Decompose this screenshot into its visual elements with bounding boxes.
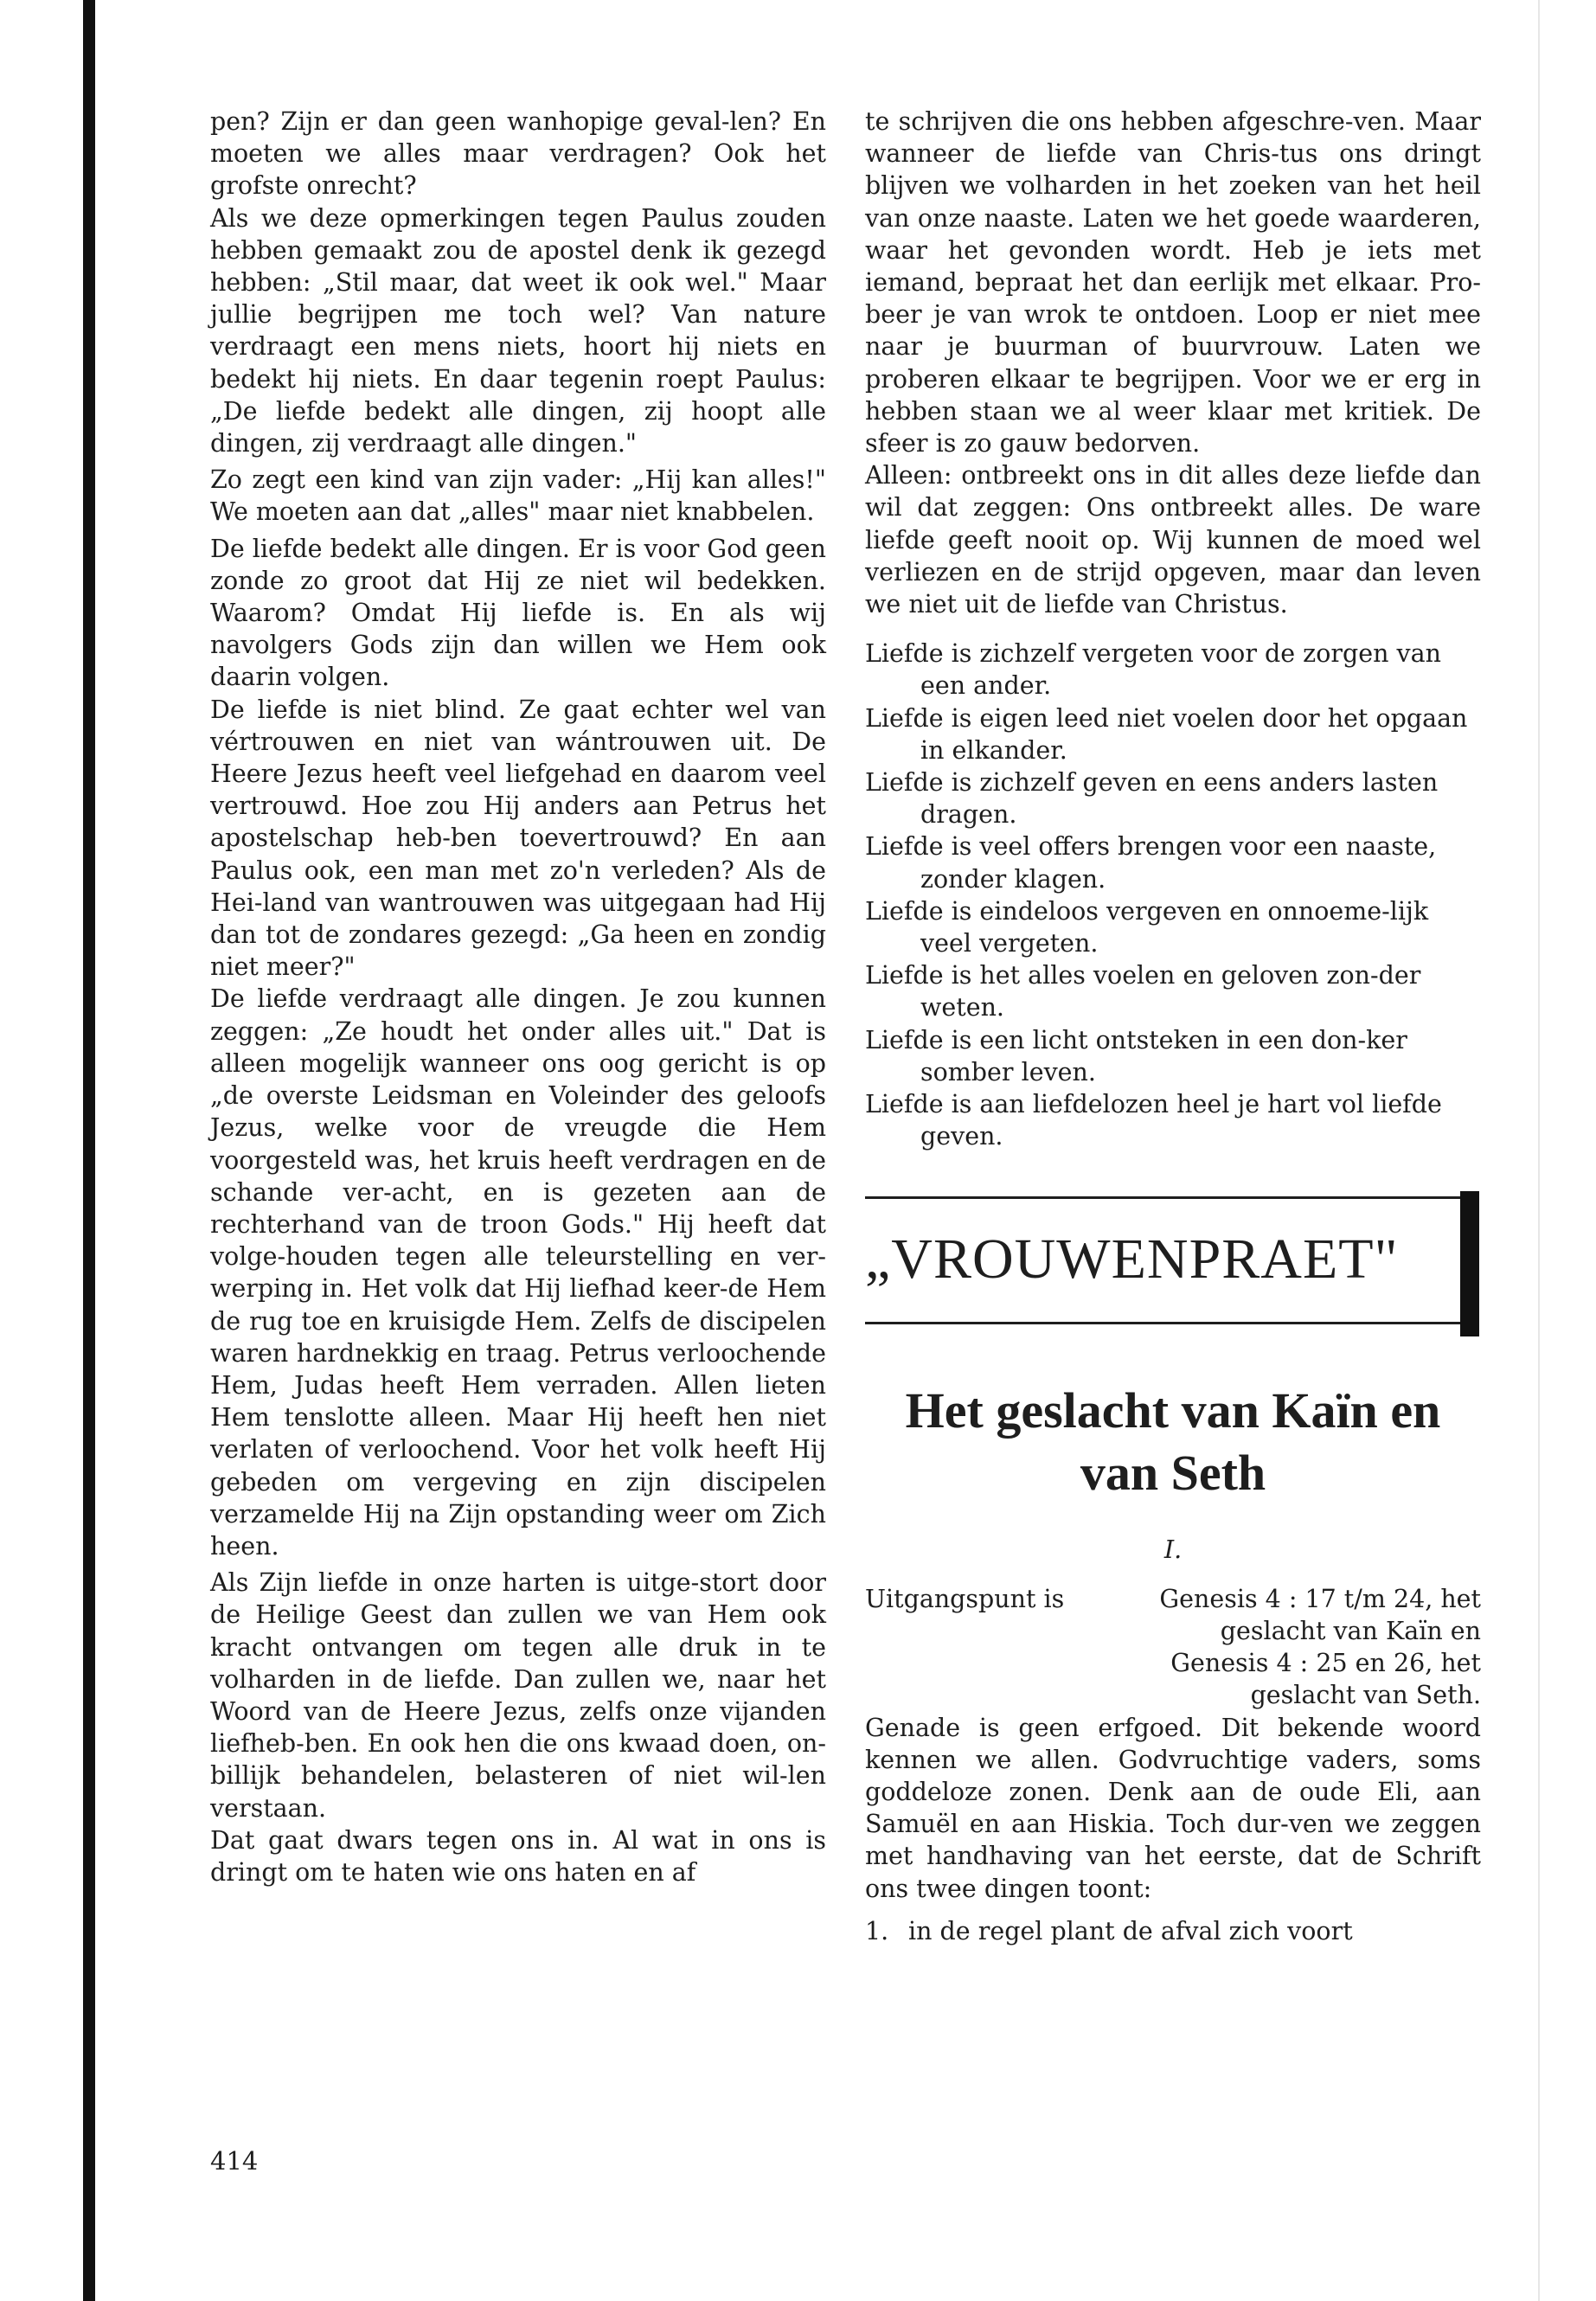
poem-line: Liefde is het alles voelen en geloven zon-der weten. (865, 961, 1421, 1022)
basis-label: Uitgangspunt is (865, 1584, 1065, 1613)
poem-line: Liefde is veel offers brengen voor een naaste, zonder klagen. (865, 832, 1437, 894)
part-number: I. (1163, 1535, 1183, 1564)
scan-page-edge (1538, 0, 1540, 2301)
poem-line: Liefde is zichzelf geven en eens anders lasten dragen. (865, 768, 1439, 830)
poem-line: Liefde is eigen leed niet voelen door het opgaan in elkander. (865, 703, 1468, 765)
article-title: Het geslacht van Kaïn en van Seth (905, 1381, 1441, 1501)
paragraph: Als Zijn liefde in onze harten is uitge-stort door de Heilige Geest dan zullen we van Hem ook kracht ontvangen om tegen alle druk in te volharden in de liefde. Dan zullen we, naar het Woord van de Heere Jezus, zelfs onze vijanden liefheb-ben. En ook hen die ons kwaad doen, on-billijk behandelen, belasteren of niet wil-len verstaan. (210, 1568, 826, 1823)
basis-line: geslacht van Seth. (1250, 1681, 1481, 1710)
scripture-basis (865, 1583, 1481, 1712)
banner-side-mark (1460, 1191, 1479, 1336)
item-number: 1. (865, 1916, 889, 1945)
paragraph: Zo zegt een kind van zijn vader: „Hij kan alles!" We moeten aan dat „alles" maar niet knabbelen. (210, 465, 826, 527)
section-banner (865, 1196, 1479, 1335)
paragraph: Alleen: ontbreekt ons in dit alles deze liefde dan wil dat zeggen: Ons ontbreekt alles. De ware liefde geeft nooit op. Wij kunnen de moed wel verliezen en de strijd opgeven, maar dan leven we niet uit de liefde van Christus. (865, 461, 1481, 619)
page-number: 414 (210, 2146, 259, 2176)
liefde-poem (865, 638, 1481, 1152)
paragraph: te schrijven die ons hebben afgeschre-ven. Maar wanneer de liefde van Chris-tus ons dringt blijven we volharden in het zoeken van het heil van onze naaste. Laten we het goede waarderen, waar het gevonden wordt. Heb je iets met iemand, bepraat het dan eerlijk met elkaar. Pro-beer je van wrok te ontdoen. Loop er niet mee naar je buurman of buurvrouw. Laten we proberen elkaar te begrijpen. Voor we er erg in hebben staan we al weer klaar met kritiek. De sfeer is zo gauw bedorven. (865, 107, 1481, 458)
left-column (210, 106, 826, 1888)
numbered-item (865, 1915, 1481, 1947)
poem-line: Liefde is aan liefdelozen heel je hart vol liefde geven. (865, 1090, 1442, 1151)
basis-line: geslacht van Kaïn en (1220, 1616, 1481, 1645)
section-kicker: „VROUWENPRAET" (865, 1227, 1399, 1291)
paragraph: De liefde verdraagt alle dingen. Je zou kunnen zeggen: „Ze houdt het onder alles uit." Dat is alleen mogelijk wanneer ons oog gericht is op „de overste Leidsman en Voleinder des geloofs Jezus, welke voor de vreugde die Hem voorgesteld was, het kruis heeft verdragen en de schande ver-acht, en is gezeten aan de rechterhand van de troon Gods." Hij heeft dat volge-houden tegen alle teleurstelling en ver-werping in. Het volk dat Hij liefhad keer-de Hem de rug toe en kruisigde Hem. Zelfs de discipelen waren hardnekkig en traag. Petrus verloochende Hem, Judas heeft Hem verraden. Allen lieten Hem tenslotte alleen. Maar Hij heeft hen niet verlaten of verloochend. Voor het volk heeft Hij gebeden om vergeving en zijn discipelen verzamelde Hij na Zijn opstanding weer om Zich heen. (210, 984, 826, 1561)
banner-rule-bottom (865, 1322, 1465, 1324)
paragraph: Als we deze opmerkingen tegen Paulus zouden hebben gemaakt zou de apostel denk ik gezegd hebben: „Stil maar, dat weet ik ook wel." Maar jullie begrijpen me toch wel? Van nature verdraagt een mens niets, hoort hij niets en bedekt hij niets. En daar tegenin roept Paulus: „De liefde bedekt alle dingen, zij hoopt alle dingen, zij verdraagt alle dingen." (210, 203, 826, 458)
paragraph: Dat gaat dwars tegen ons in. Al wat in ons is dringt om te haten wie ons haten en af (210, 1825, 826, 1887)
poem-line: Liefde is zichzelf vergeten voor de zorgen van een ander. (865, 639, 1441, 701)
paragraph: Genade is geen erfgoed. Dit bekende woord kennen we allen. Godvruchtige vaders, soms goddeloze zonen. Denk aan de oude Eli, aan Samuël en aan Hiskia. Toch dur-ven we zeggen met handhaving van het eerste, dat de Schrift ons twee dingen toont: (865, 1713, 1481, 1903)
item-text: in de regel plant de afval zich voort (908, 1916, 1353, 1945)
paragraph: De liefde bedekt alle dingen. Er is voor God geen zonde zo groot dat Hij ze niet wil bedekken. Waarom? Omdat Hij liefde is. En als wij navolgers Gods zijn dan willen we Hem ook daarin volgen. (210, 534, 826, 692)
poem-line: Liefde is een licht ontsteken in een don-ker somber leven. (865, 1025, 1407, 1086)
banner-rule-top (865, 1196, 1465, 1199)
scan-binding-edge (83, 0, 95, 2301)
paragraph: De liefde is niet blind. Ze gaat echter wel van vértrouwen en niet van wántrouwen uit. De Heere Jezus heeft veel liefgehad en daarom veel vertrouwd. Hoe zou Hij anders aan Petrus het apostelschap heb-ben toevertrouwd? En aan Paulus ook, een man met zo'n verleden? Als de Hei-land van wantrouwen was uitgegaan had Hij dan tot de zondares gezegd: „Ga heen en zondig niet meer?" (210, 695, 826, 982)
basis-line: Genesis 4 : 25 en 26, het (1170, 1649, 1481, 1678)
paragraph: pen? Zijn er dan geen wanhopige geval-len? En moeten we alles maar verdragen? Ook het grofste onrecht? (210, 107, 826, 201)
basis-line: Genesis 4 : 17 t/m 24, het (1159, 1584, 1481, 1613)
right-column (865, 106, 1481, 1947)
poem-line: Liefde is eindeloos vergeven en onnoeme-lijk veel vergeten. (865, 896, 1429, 958)
